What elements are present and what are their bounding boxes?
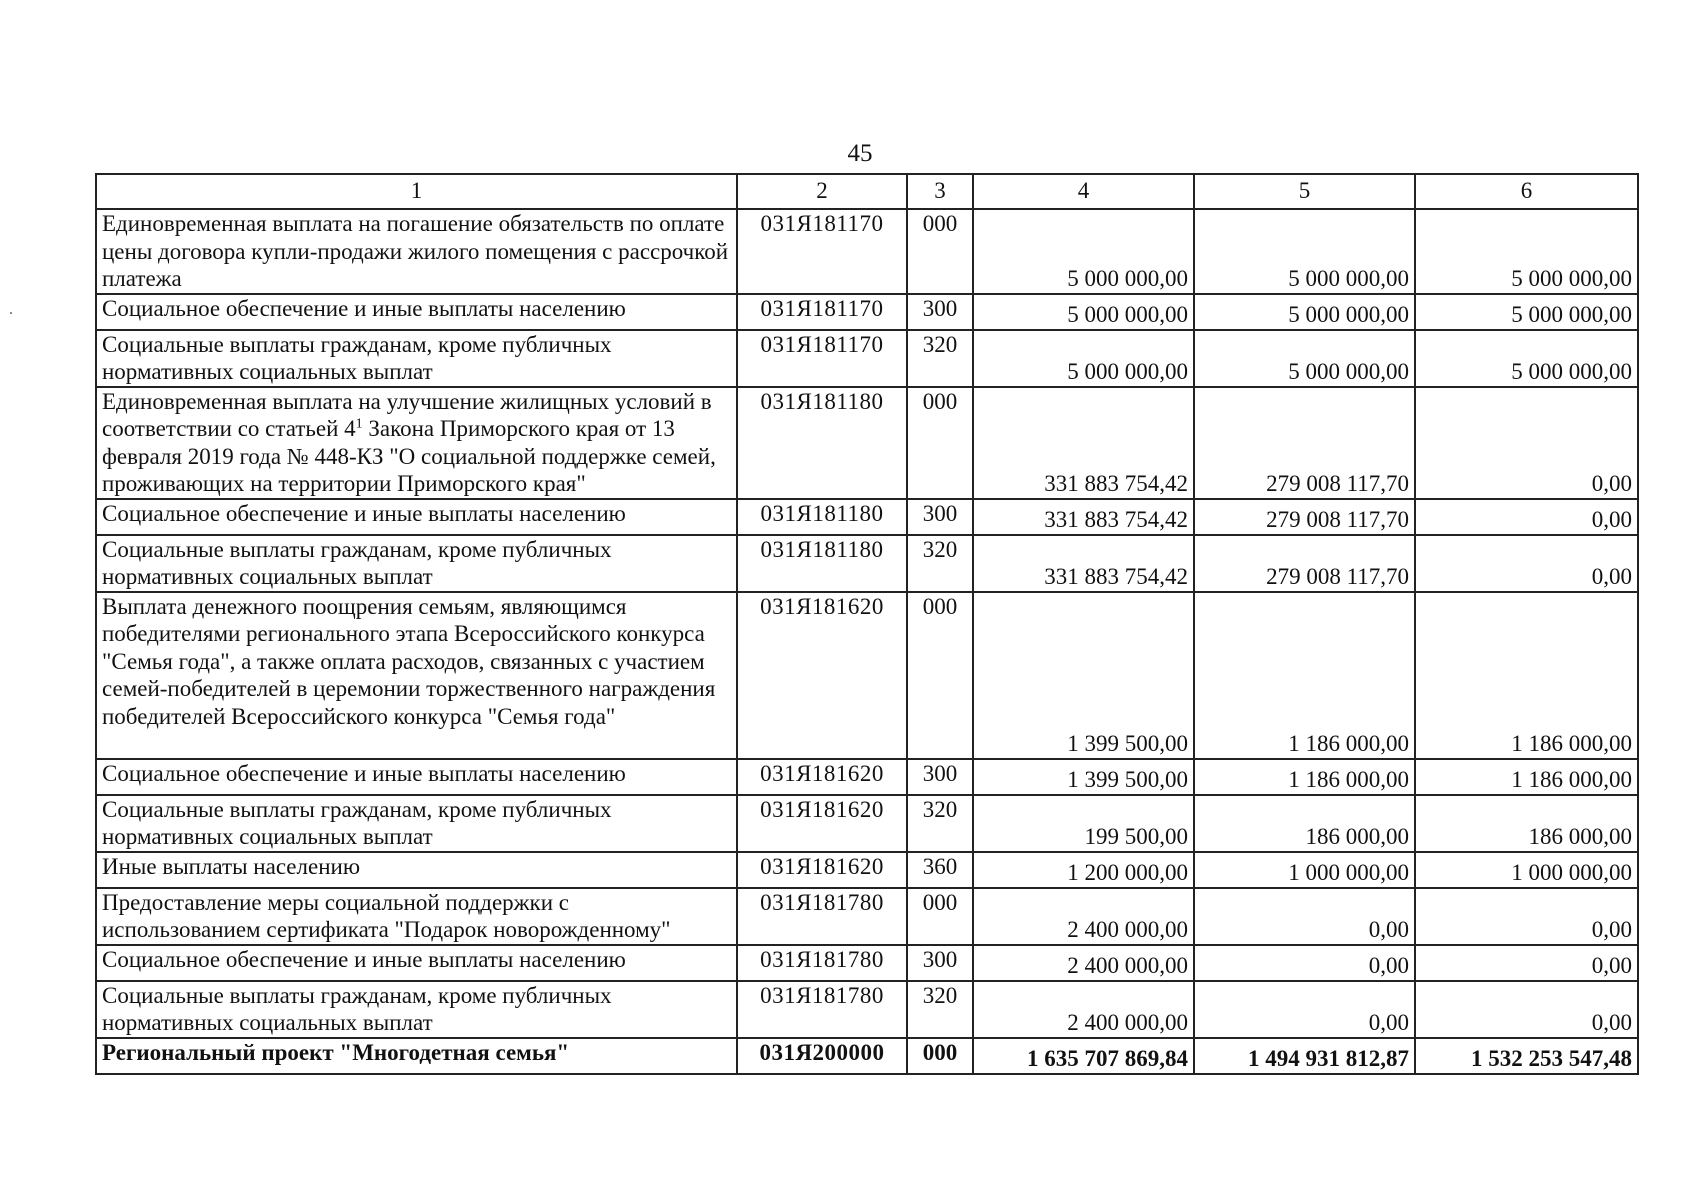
table-row bbox=[96, 759, 1638, 795]
row-name-part: Единовременная выплата на улучшение жилищных условий в соответствии со статьей 4 bbox=[102, 388, 712, 441]
row-amount-5: 0,00 bbox=[1194, 888, 1415, 945]
row-code: 031Я181620 bbox=[737, 592, 907, 759]
row-amount-6: 0,00 bbox=[1415, 499, 1638, 535]
row-kind: 000 bbox=[907, 1038, 973, 1074]
row-name: Социальные выплаты гражданам, кроме публичных нормативных социальных выплат bbox=[96, 795, 737, 852]
table-row bbox=[96, 535, 1638, 592]
row-amount-4: 331 883 754,42 bbox=[973, 387, 1194, 499]
row-amount-5: 1 000 000,00 bbox=[1194, 852, 1415, 888]
row-name: Единовременная выплата на погашение обязательств по оплате цены договора купли-продажи жилого помещения с рассрочкой платежа bbox=[96, 209, 737, 294]
row-name: Социальные выплаты гражданам, кроме публичных нормативных социальных выплат bbox=[96, 330, 737, 387]
row-amount-5: 5 000 000,00 bbox=[1194, 330, 1415, 387]
row-amount-4: 5 000 000,00 bbox=[973, 330, 1194, 387]
row-amount-5: 279 008 117,70 bbox=[1194, 535, 1415, 592]
row-name: Социальные выплаты гражданам, кроме публичных нормативных социальных выплат bbox=[96, 981, 737, 1038]
column-header: 1 bbox=[96, 174, 737, 209]
row-amount-4: 331 883 754,42 bbox=[973, 499, 1194, 535]
table-row bbox=[96, 981, 1638, 1038]
column-header: 6 bbox=[1415, 174, 1638, 209]
table-row bbox=[96, 330, 1638, 387]
row-amount-4: 1 635 707 869,84 bbox=[973, 1038, 1194, 1074]
row-amount-6: 1 532 253 547,48 bbox=[1415, 1038, 1638, 1074]
row-amount-6: 5 000 000,00 bbox=[1415, 330, 1638, 387]
row-code: 031Я181620 bbox=[737, 759, 907, 795]
row-amount-4: 1 399 500,00 bbox=[973, 592, 1194, 759]
row-kind: 320 bbox=[907, 795, 973, 852]
budget-table bbox=[95, 173, 1639, 1075]
row-kind: 000 bbox=[907, 209, 973, 294]
row-amount-4: 5 000 000,00 bbox=[973, 294, 1194, 330]
row-amount-4: 2 400 000,00 bbox=[973, 945, 1194, 981]
row-amount-6: 5 000 000,00 bbox=[1415, 209, 1638, 294]
row-amount-5: 5 000 000,00 bbox=[1194, 294, 1415, 330]
row-name: Выплата денежного поощрения семьям, являющимся победителями регионального этапа Всероссийского конкурса "Семья года", а также оплата расходов, связанных с участием семей-победителей в церемонии торжественного награждения победителей Всероссийского конкурса "Семья года" bbox=[96, 592, 737, 759]
row-name: Социальное обеспечение и иные выплаты населению bbox=[96, 499, 737, 535]
row-code: 031Я181170 bbox=[737, 294, 907, 330]
row-code: 031Я181780 bbox=[737, 945, 907, 981]
row-name-part: Закона Приморского края от 13 февраля 2019 года № 448-КЗ "О социальной поддержке семей, проживающих на территории Приморского края" bbox=[102, 416, 716, 496]
column-header: 2 bbox=[737, 174, 907, 209]
row-amount-6: 1 186 000,00 bbox=[1415, 592, 1638, 759]
row-code: 031Я181170 bbox=[737, 209, 907, 294]
row-kind: 000 bbox=[907, 888, 973, 945]
row-code: 031Я200000 bbox=[737, 1038, 907, 1074]
row-amount-6: 1 000 000,00 bbox=[1415, 852, 1638, 888]
row-amount-6: 0,00 bbox=[1415, 888, 1638, 945]
row-kind: 300 bbox=[907, 759, 973, 795]
row-amount-6: 1 186 000,00 bbox=[1415, 759, 1638, 795]
row-amount-6: 0,00 bbox=[1415, 981, 1638, 1038]
row-name: Социальное обеспечение и иные выплаты населению bbox=[96, 945, 737, 981]
row-amount-6: 0,00 bbox=[1415, 387, 1638, 499]
row-amount-4: 1 399 500,00 bbox=[973, 759, 1194, 795]
row-kind: 000 bbox=[907, 592, 973, 759]
row-kind: 320 bbox=[907, 535, 973, 592]
row-kind: 300 bbox=[907, 294, 973, 330]
row-amount-4: 5 000 000,00 bbox=[973, 209, 1194, 294]
row-code: 031Я181620 bbox=[737, 852, 907, 888]
scan-artifact bbox=[10, 312, 12, 314]
row-name: Социальные выплаты гражданам, кроме публичных нормативных социальных выплат bbox=[96, 535, 737, 592]
row-amount-5: 1 186 000,00 bbox=[1194, 592, 1415, 759]
row-name: Социальное обеспечение и иные выплаты населению bbox=[96, 759, 737, 795]
table-row bbox=[96, 294, 1638, 330]
row-amount-6: 5 000 000,00 bbox=[1415, 294, 1638, 330]
row-kind: 320 bbox=[907, 330, 973, 387]
row-kind: 000 bbox=[907, 387, 973, 499]
row-code: 031Я181170 bbox=[737, 330, 907, 387]
table-row bbox=[96, 499, 1638, 535]
row-code: 031Я181180 bbox=[737, 535, 907, 592]
row-code: 031Я181180 bbox=[737, 499, 907, 535]
row-amount-6: 0,00 bbox=[1415, 945, 1638, 981]
row-amount-5: 5 000 000,00 bbox=[1194, 209, 1415, 294]
table-row bbox=[96, 592, 1638, 759]
row-name: Предоставление меры социальной поддержки с использованием сертификата "Подарок новорожденному" bbox=[96, 888, 737, 945]
row-amount-6: 186 000,00 bbox=[1415, 795, 1638, 852]
row-amount-4: 199 500,00 bbox=[973, 795, 1194, 852]
row-amount-4: 1 200 000,00 bbox=[973, 852, 1194, 888]
row-name: Иные выплаты населению bbox=[96, 852, 737, 888]
row-name-superscript: 1 bbox=[355, 416, 363, 432]
row-kind: 300 bbox=[907, 945, 973, 981]
row-kind: 360 bbox=[907, 852, 973, 888]
column-header: 3 bbox=[907, 174, 973, 209]
table-row bbox=[96, 387, 1638, 499]
row-name: Социальное обеспечение и иные выплаты населению bbox=[96, 294, 737, 330]
row-amount-5: 0,00 bbox=[1194, 981, 1415, 1038]
row-amount-6: 0,00 bbox=[1415, 535, 1638, 592]
row-code: 031Я181180 bbox=[737, 387, 907, 499]
row-amount-4: 331 883 754,42 bbox=[973, 535, 1194, 592]
row-amount-5: 1 186 000,00 bbox=[1194, 759, 1415, 795]
table-row bbox=[96, 209, 1638, 294]
row-code: 031Я181780 bbox=[737, 888, 907, 945]
row-amount-5: 0,00 bbox=[1194, 945, 1415, 981]
row-amount-5: 279 008 117,70 bbox=[1194, 499, 1415, 535]
total-row bbox=[96, 1038, 1638, 1074]
row-name bbox=[96, 387, 737, 499]
row-code: 031Я181620 bbox=[737, 795, 907, 852]
row-kind: 300 bbox=[907, 499, 973, 535]
row-kind: 320 bbox=[907, 981, 973, 1038]
table-row bbox=[96, 945, 1638, 981]
column-header: 4 bbox=[973, 174, 1194, 209]
row-amount-4: 2 400 000,00 bbox=[973, 888, 1194, 945]
row-amount-5: 186 000,00 bbox=[1194, 795, 1415, 852]
header-row bbox=[96, 174, 1638, 209]
row-name: Региональный проект "Многодетная семья" bbox=[96, 1038, 737, 1074]
table-row bbox=[96, 852, 1638, 888]
page-number: 45 bbox=[847, 140, 873, 167]
row-amount-4: 2 400 000,00 bbox=[973, 981, 1194, 1038]
row-amount-5: 279 008 117,70 bbox=[1194, 387, 1415, 499]
table-row bbox=[96, 795, 1638, 852]
row-code: 031Я181780 bbox=[737, 981, 907, 1038]
table-row bbox=[96, 888, 1638, 945]
column-header: 5 bbox=[1194, 174, 1415, 209]
row-amount-5: 1 494 931 812,87 bbox=[1194, 1038, 1415, 1074]
